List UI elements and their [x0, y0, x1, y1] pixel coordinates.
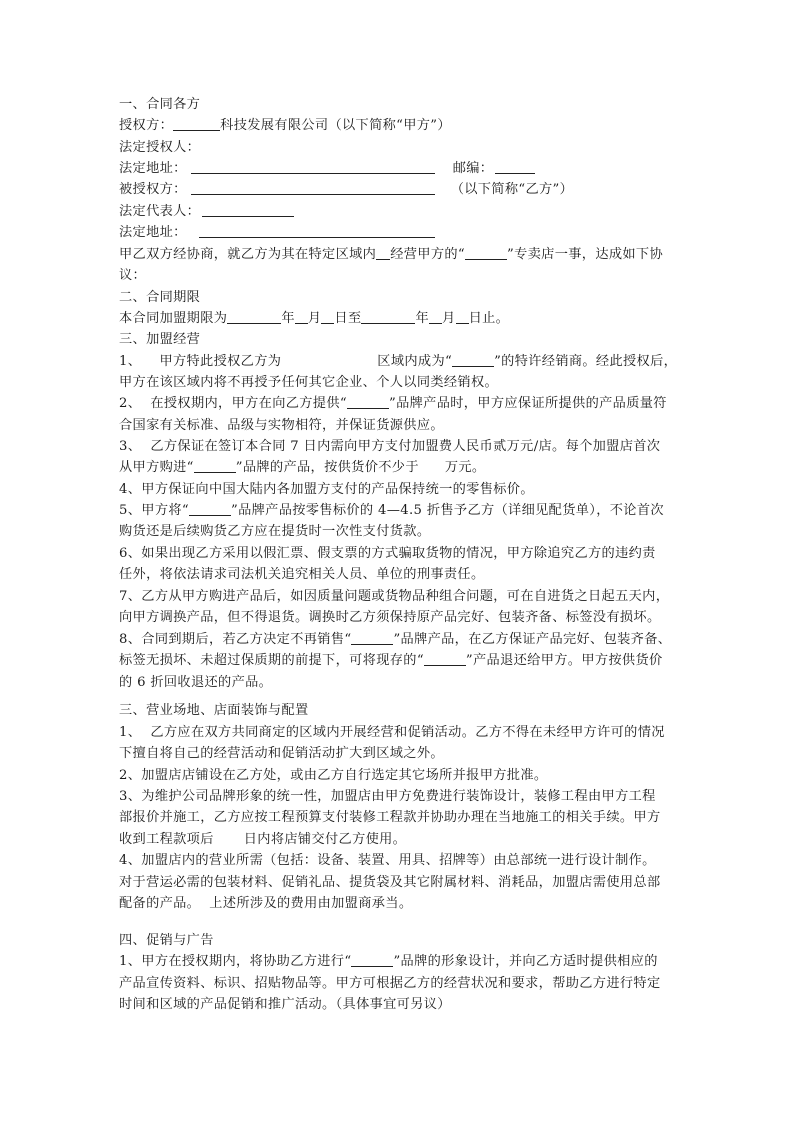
blank-start-day — [321, 309, 334, 324]
clause-3-6 — [119, 544, 656, 564]
text: ”品牌的产品，按供货价不少于 — [235, 460, 419, 475]
promotion-clause-1 — [119, 952, 658, 972]
legal-address-line-1 — [119, 159, 535, 179]
text: 下擅自将自己的经营活动和促销活动扩大到区域之外。 — [119, 746, 444, 761]
text: 月 — [307, 311, 322, 326]
heading-text: 二、合同期限 — [119, 290, 201, 305]
blank-brand — [194, 458, 236, 473]
text: 的 6 折回收退还的产品。 — [119, 675, 273, 690]
blank-brand — [465, 245, 507, 260]
text: 部报价并施工，乙方应按工程预算支付装修工程款并协助办理在当地施工的相关手续。甲方 — [119, 810, 661, 825]
legal-authorizer-line — [119, 138, 200, 158]
premises-clause-3-cont-2 — [119, 830, 406, 850]
blank-end-year — [361, 309, 415, 324]
blank-address — [191, 159, 435, 174]
text: ”的特许经销商。经此授权后， — [494, 354, 678, 369]
blank-brand — [351, 630, 393, 645]
clause-3-3 — [119, 437, 660, 457]
text: 日止。 — [468, 311, 510, 326]
heading-text: 一、合同各方 — [119, 97, 201, 112]
text: 议： — [119, 268, 147, 283]
clause-3-7-cont — [119, 608, 661, 628]
premises-clause-4-cont-2 — [119, 894, 412, 914]
blank-brand — [347, 394, 389, 409]
text: 7、乙方从甲方购进产品后，如因质量问题或货物品种组合问题，可在自进货之日起五天内， — [119, 589, 670, 604]
text: 收到工程款项后 — [119, 832, 214, 847]
clause-3-5 — [119, 501, 664, 521]
text: 万元。 — [444, 460, 486, 475]
label: 法定授权人： — [119, 140, 201, 155]
label: 法定地址： — [119, 225, 187, 240]
section-heading-operations — [119, 330, 200, 350]
text: 3、为维护公司品牌形象的统一性，加盟店由甲方免费进行装饰设计，装修工程由甲方工程 — [119, 789, 656, 804]
blank-end-month — [429, 309, 442, 324]
text: 本合同加盟期限为 — [119, 311, 228, 326]
premises-clause-3 — [119, 787, 656, 807]
text: 年 — [281, 311, 295, 326]
clause-3-8-cont-2 — [119, 673, 272, 693]
text: 8、合同到期后，若乙方决定不再销售“ — [119, 632, 352, 647]
label: 授权方： — [119, 118, 174, 133]
premises-clause-3-cont — [119, 808, 661, 828]
text: 甲方在该区域内将不再授予任何其它企业、个人以同类经销权。 — [119, 375, 499, 390]
text: 5、甲方将“ — [119, 503, 189, 518]
promotion-clause-1-cont — [119, 974, 661, 994]
label: 法定地址： — [119, 161, 187, 176]
text: ”品牌产品按零售标价的 4—4.5 折售予乙方（详细见配货单），不论首次 — [230, 503, 664, 518]
clause-3-1 — [119, 352, 677, 372]
text: 购货还是后续购货乙方应在提货时一次性支付货款。 — [119, 524, 431, 539]
licensor-line — [119, 116, 451, 136]
text: 向甲方调换产品，但不得退货。调换时乙方须保持原产品完好、包装齐备、标签没有损坏。 — [119, 610, 661, 625]
premises-clause-2 — [119, 766, 547, 786]
blank-postcode — [495, 159, 535, 174]
section-heading-parties — [119, 95, 200, 115]
promotion-clause-1-cont-2 — [119, 995, 451, 1015]
text: ”品牌的形象设计，并向乙方适时提供相应的 — [393, 954, 658, 969]
text: 4、加盟店内的营业所需（包括：设备、装置、用具、招牌等）由总部统一进行设计制作。 — [119, 853, 656, 868]
text: 任外，将依法请求司法机关追究相关人员、单位的刑事责任。 — [119, 567, 485, 582]
clause-3-1-cont — [119, 373, 498, 393]
label: 被授权方： — [119, 182, 187, 197]
blank-brand — [351, 952, 393, 967]
text: 科技发展有限公司（以下简称“甲方”） — [220, 118, 451, 133]
blank-start-year — [227, 309, 281, 324]
blank-brand — [189, 501, 231, 516]
section-heading-promotion — [119, 931, 214, 951]
section-heading-premises — [119, 701, 309, 721]
text: 1、 乙方应在双方共同商定的区域内开展经营和促销活动。乙方不得在未经甲方许可的情况 — [119, 725, 665, 740]
clause-3-6-cont — [119, 565, 485, 585]
text: ”品牌产品，在乙方保证产品完好、包装齐备、 — [393, 632, 672, 647]
clause-3-2-cont — [119, 416, 444, 436]
blank-licensee — [191, 180, 435, 195]
blank-brand — [452, 352, 494, 367]
text: ”专卖店一事，达成如下协 — [507, 247, 664, 262]
legal-rep-line — [119, 202, 294, 222]
heading-text: 三、加盟经营 — [119, 332, 201, 347]
licensee-line — [119, 180, 573, 200]
text: 对于营运必需的包装材料、促销礼品、提货袋及其它附属材料、消耗品，加盟店需使用总部 — [119, 875, 661, 890]
clause-3-4 — [119, 480, 534, 500]
text: （以下简称“乙方”） — [450, 182, 574, 197]
text: ”品牌产品时，甲方应保证所提供的产品质量符 — [388, 396, 667, 411]
agreement-intro-line — [119, 245, 663, 265]
text: 合国家有关标准、品级与实物相符，并保证货源供应。 — [119, 418, 444, 433]
clause-3-8-cont — [119, 651, 663, 671]
text: 1、 甲方特此授权乙方为 — [119, 354, 282, 369]
premises-clause-1 — [119, 723, 665, 743]
blank-address-2 — [199, 223, 435, 238]
blank-end-day — [456, 309, 469, 324]
clause-3-7 — [119, 587, 669, 607]
premises-clause-4 — [119, 851, 656, 871]
clause-3-2 — [119, 394, 667, 414]
text: 标签无损坏、未超过保质期的前提下，可将现存的“ — [119, 653, 424, 668]
premises-clause-4-cont — [119, 873, 661, 893]
blank-region — [376, 245, 390, 260]
label: 法定代表人： — [119, 204, 201, 219]
heading-text: 四、促销与广告 — [119, 933, 214, 948]
clause-3-8 — [119, 630, 671, 650]
text: 区域内成为“ — [377, 354, 453, 369]
text: 6、如果出现乙方采用以假汇票、假支票的方式骗取货物的情况，甲方除追究乙方的违约责 — [119, 546, 656, 561]
text: 年 — [415, 311, 430, 326]
clause-3-3-cont — [119, 458, 485, 478]
blank-company-name — [173, 116, 220, 131]
text: 产品宣传资料、标识、招贴物品等。甲方可根据乙方的经营状况和要求，帮助乙方进行特定 — [119, 976, 661, 991]
text: 月 — [442, 311, 456, 326]
text: 经营甲方的“ — [390, 247, 465, 262]
text: 2、 在授权期内，甲方在向乙方提供“ — [119, 396, 347, 411]
text: 时间和区域的产品促销和推广活动。（具体事宜可另议） — [119, 997, 451, 1012]
blank-legal-rep — [202, 202, 294, 217]
blank-brand — [424, 651, 466, 666]
text: 日至 — [334, 311, 362, 326]
postcode-label: 邮编： — [452, 161, 494, 176]
text: 2、加盟店店铺设在乙方处，或由乙方自行选定其它场所并报甲方批准。 — [119, 768, 548, 783]
text: 日内将店铺交付乙方使用。 — [243, 832, 407, 847]
text: 3、 乙方保证在签订本合同 7 日内需向甲方支付加盟费人民币贰万元/店。每个加盟店首次 — [119, 439, 661, 454]
section-heading-term — [119, 288, 200, 308]
legal-address-line-2 — [119, 223, 435, 243]
heading-text: 三、营业场地、店面装饰与配置 — [119, 703, 309, 718]
text: 配备的产品。 上述所涉及的费用由加盟商承当。 — [119, 896, 413, 911]
text: ”产品退还给甲方。甲方按供货价 — [465, 653, 663, 668]
agreement-intro-line-2 — [119, 266, 146, 286]
text: 4、甲方保证向中国大陆内各加盟方支付的产品保持统一的零售标价。 — [119, 482, 534, 497]
term-line — [119, 309, 509, 329]
clause-3-5-cont — [119, 522, 430, 542]
blank-start-month — [295, 309, 308, 324]
text: 从甲方购进“ — [119, 460, 194, 475]
text: 甲乙双方经协商，就乙方为其在特定区域内 — [119, 247, 377, 262]
premises-clause-1-cont — [119, 744, 444, 764]
text: 1、甲方在授权期内，将协助乙方进行“ — [119, 954, 352, 969]
